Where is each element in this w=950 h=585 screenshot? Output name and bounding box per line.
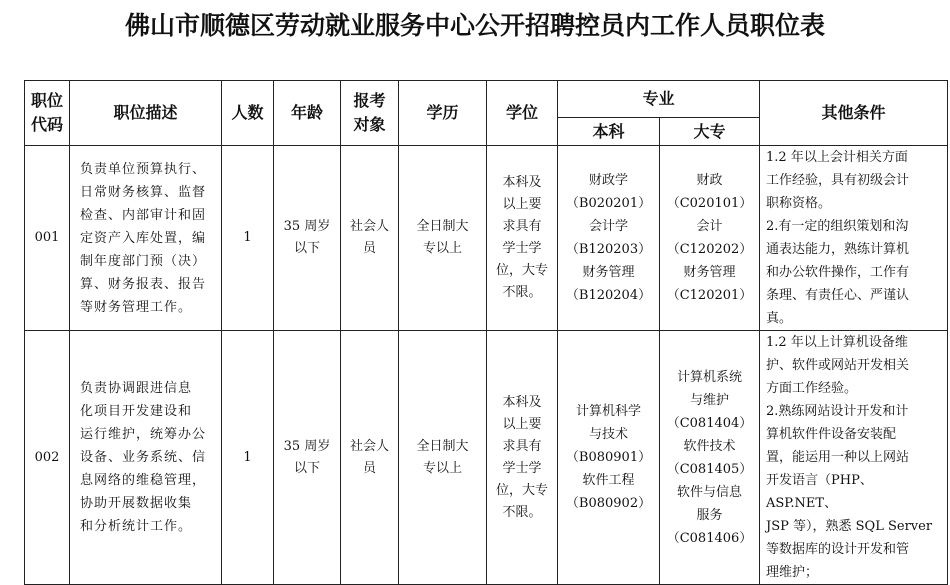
header-degree: 学位 <box>487 81 558 146</box>
header-row <box>25 81 948 118</box>
cell-description: 负责协调跟进信息 化项目开发建设和 运行维护，统筹办公 设备、业务系统、信 息网络的维稳管理， 协助开展数据收集 和分析统计工作。 <box>70 331 222 585</box>
header-major-college: 大专 <box>660 118 760 146</box>
header-age: 年龄 <box>274 81 341 146</box>
header-description: 职位描述 <box>70 81 222 146</box>
cell-major-bachelor: 财政学 （B020201） 会计学 （B120203） 财务管理 （B120204） <box>558 146 660 331</box>
cell-count: 1 <box>222 331 274 585</box>
header-count: 人数 <box>222 81 274 146</box>
header-target: 报考 对象 <box>341 81 399 146</box>
cell-code: 001 <box>25 146 70 331</box>
cell-degree: 本科及 以上要 求具有 学士学 位，大专 不限。 <box>487 331 558 585</box>
cell-major-college: 计算机系统 与维护 （C081404） 软件技术 （C081405） 软件与信息 服务 （C081406） <box>660 331 760 585</box>
cell-age: 35 周岁 以下 <box>274 146 341 331</box>
cell-other: 1.2 年以上会计相关方面 工作经验，具有初级会计 职称资格。 2.有一定的组织策划和沟 通表达能力，熟练计算机 和办公软件操作，工作有 条理、有责任心、严谨认 真。 <box>760 146 948 331</box>
header-major-bachelor: 本科 <box>558 118 660 146</box>
cell-description: 负责单位预算执行、 日常财务核算、监督 检查、内部审计和固 定资产入库处置，编 制年度部门预（决） 算、财务报表、报告 等财务管理工作。 <box>70 146 222 331</box>
cell-count: 1 <box>222 146 274 331</box>
cell-other: 1.2 年以上计算机设备维 护、软件或网站开发相关 方面工作经验。 2.熟练网站设计开发和计 算机软件件设备安装配 置，能运用一种以上网站 开发语言（PHP、ASP.NET、 JSP 等），熟悉 SQL Server 等数据库的设计开发和管 理维护； <box>760 331 948 585</box>
cell-major-bachelor: 计算机科学 与技术 （B080901） 软件工程 （B080902） <box>558 331 660 585</box>
header-code: 职位 代码 <box>25 81 70 146</box>
page-title: 佛山市顺德区劳动就业服务中心公开招聘控员内工作人员职位表 <box>124 11 825 40</box>
table-row <box>25 146 948 331</box>
cell-degree: 本科及 以上要 求具有 学士学 位，大专 不限。 <box>487 146 558 331</box>
cell-education: 全日制大 专以上 <box>399 331 487 585</box>
cell-target: 社会人 员 <box>341 331 399 585</box>
cell-education: 全日制大 专以上 <box>399 146 487 331</box>
cell-major-college: 财政 （C020101） 会计 （C120202） 财务管理 （C120201） <box>660 146 760 331</box>
cell-code: 002 <box>25 331 70 585</box>
header-education: 学历 <box>399 81 487 146</box>
header-other: 其他条件 <box>760 81 948 146</box>
cell-target: 社会人 员 <box>341 146 399 331</box>
header-major: 专业 <box>558 81 760 118</box>
table-row <box>25 331 948 585</box>
position-table <box>24 80 948 585</box>
cell-age: 35 周岁 以下 <box>274 331 341 585</box>
